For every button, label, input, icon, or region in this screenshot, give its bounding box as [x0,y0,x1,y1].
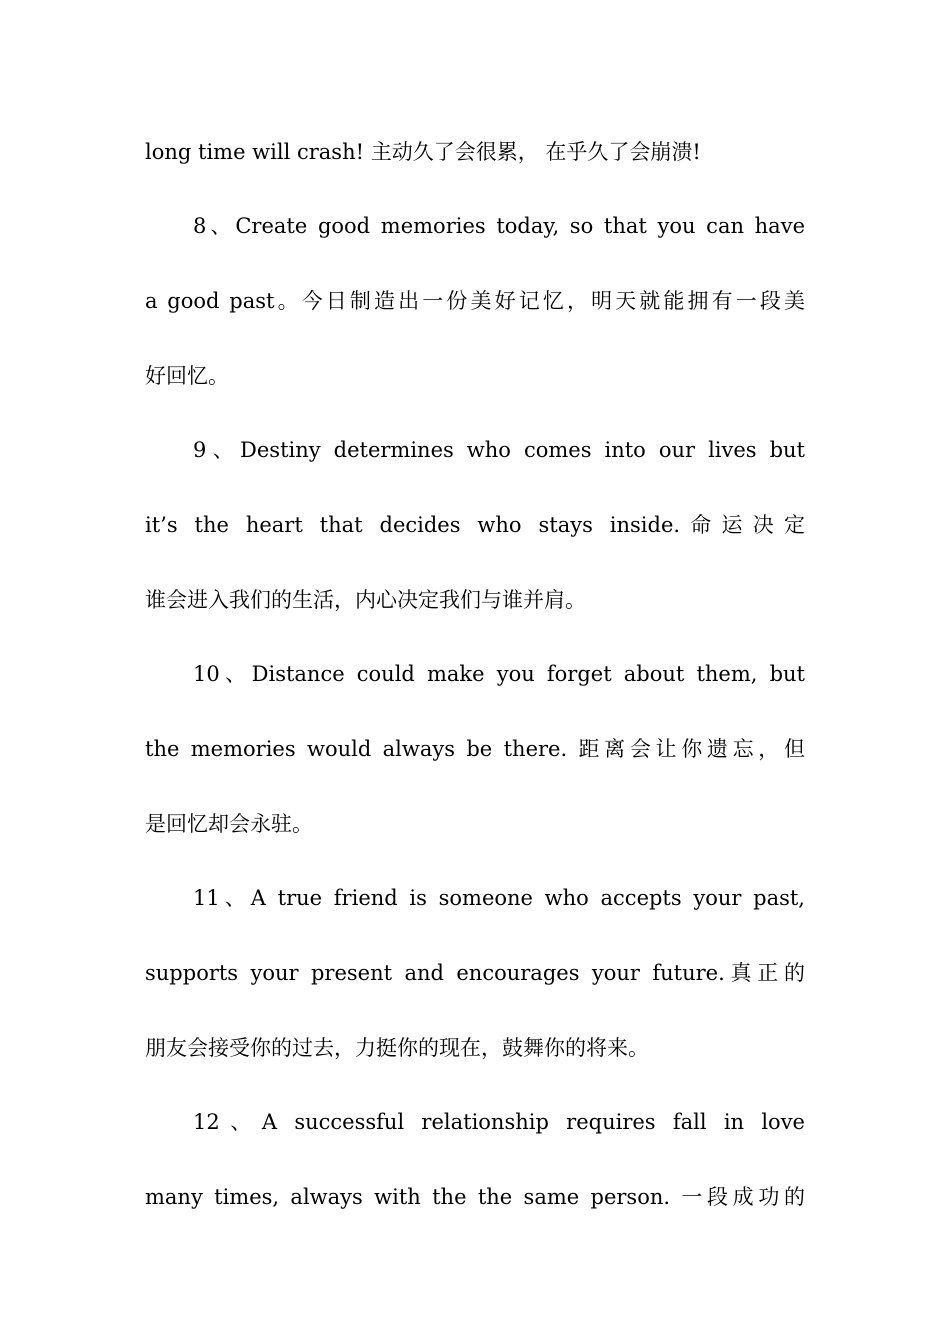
paragraph-11-line-2: supports your present and encourages your future.真正的 [145,961,805,985]
paragraph-8-line-3: 好回忆。 [145,364,229,388]
paragraph-8-line-2: a good past。今日制造出一份美好记忆，明天就能拥有一段美 [145,289,805,313]
paragraph-9-line-1: 9、Destiny determines who comes into our lives but [193,438,805,462]
paragraph-9-line-2: it’s the heart that decides who stays inside.命运决定 [145,513,805,537]
paragraph-10-line-2: the memories would always be there. 距离会让你遗忘，但 [145,737,805,761]
paragraph-12-line-1: 12、A successful relationship requires fall in love [193,1110,805,1134]
paragraph-7-line-end: long time will crash! 主动久了会很累， 在乎久了会崩溃! [145,140,701,164]
paragraph-12-line-2: many times, always with the the same person. 一段成功的 [145,1185,805,1209]
paragraph-10-line-3: 是回忆却会永驻。 [145,812,313,836]
paragraph-10-line-1: 10、Distance could make you forget about them, but [193,662,805,686]
paragraph-11-line-1: 11、A true friend is someone who accepts your past, [193,886,805,910]
paragraph-11-line-3: 朋友会接受你的过去，力挺你的现在，鼓舞你的将来。 [145,1036,649,1060]
paragraph-9-line-3: 谁会进入我们的生活，内心决定我们与谁并肩。 [145,588,586,612]
paragraph-8-line-1: 8、Create good memories today, so that you can have [193,214,805,238]
